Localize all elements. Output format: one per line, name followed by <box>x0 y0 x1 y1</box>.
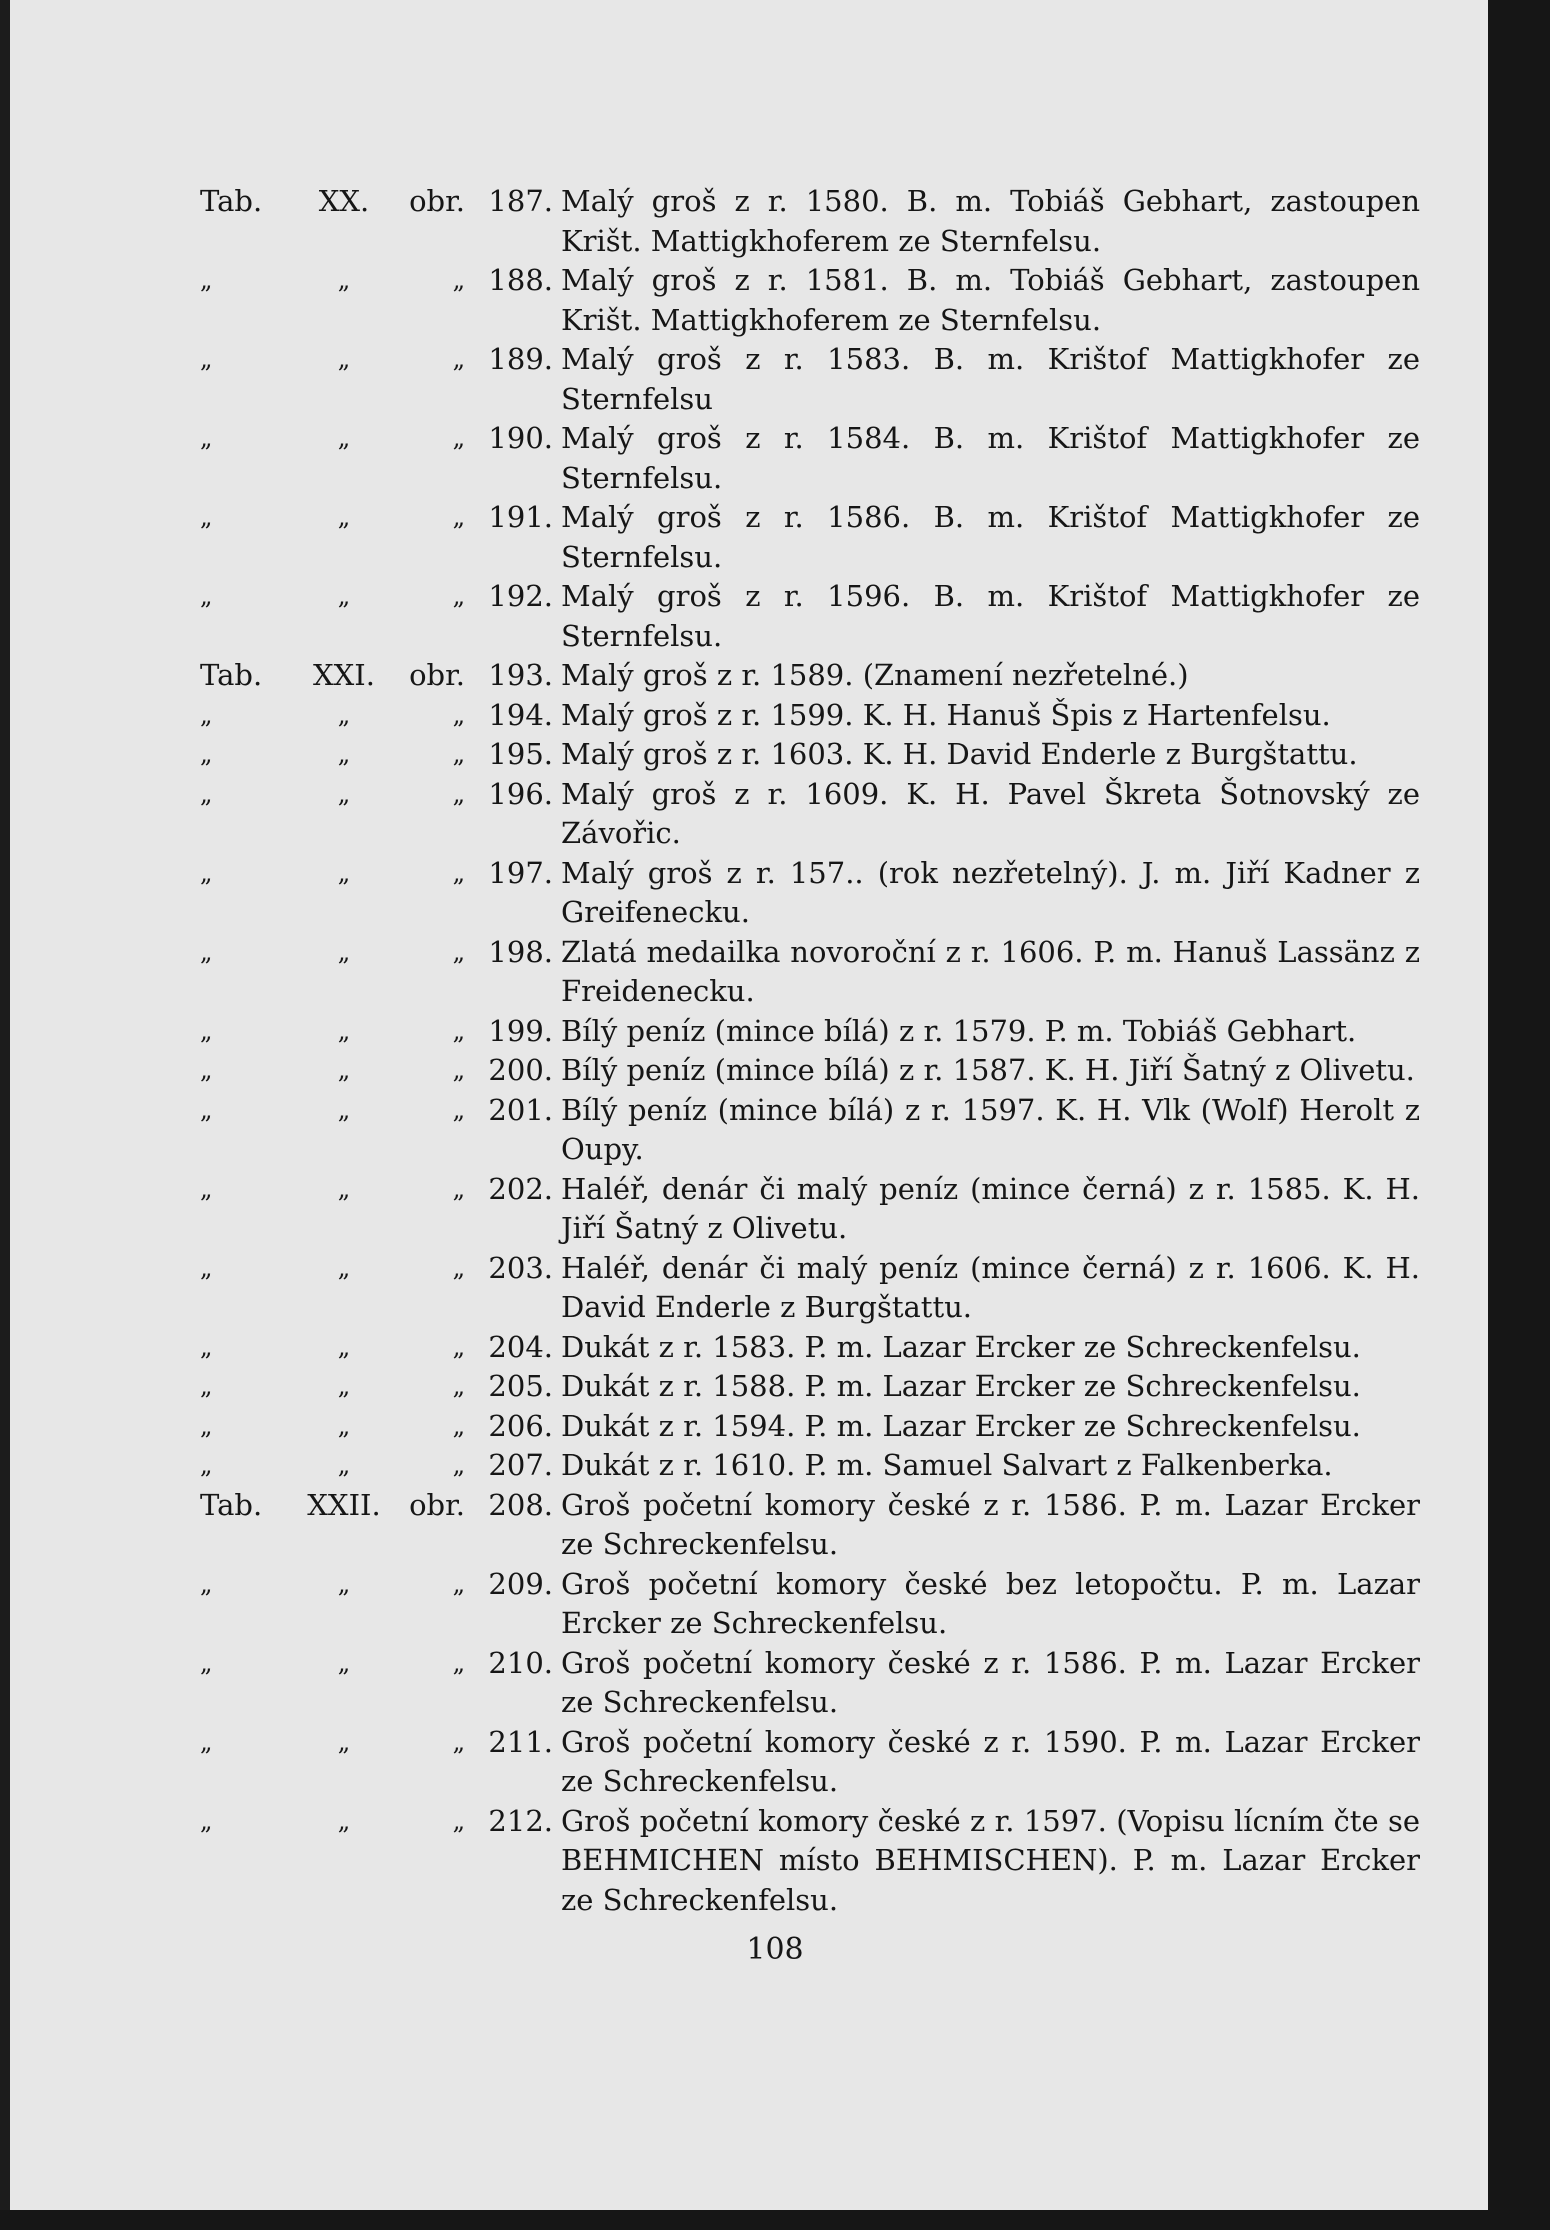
catalog-entry <box>200 656 1420 696</box>
plate-number: „ <box>337 1056 351 1084</box>
figure-number: 212. <box>488 1803 553 1838</box>
catalog-entry <box>200 1367 1420 1407</box>
plate-number: „ <box>337 1569 351 1598</box>
catalog-entry <box>200 1091 1420 1170</box>
figure-number: 190. <box>488 421 553 455</box>
figure-number: 202. <box>488 1171 553 1206</box>
figure-number: 187. <box>488 184 553 218</box>
coin-catalog-list <box>200 182 1420 1920</box>
catalog-entry <box>200 1328 1420 1368</box>
figure-number: 209. <box>488 1566 553 1601</box>
catalog-entry <box>200 419 1420 498</box>
plate-tab-label: „ <box>200 1332 213 1361</box>
figure-number: 189. <box>488 342 553 376</box>
coin-description: Dukát z r. 1610. P. m. Samuel Salvart z Falkenberka. <box>561 1448 1333 1482</box>
plate-number: „ <box>337 740 351 768</box>
catalog-entry <box>200 1170 1420 1249</box>
figure-number: 195. <box>488 737 553 771</box>
figure-label: „ <box>452 937 465 966</box>
coin-description: Bílý peníz (mince bílá) z r. 1587. K. H. Jiří Šatný z Olivetu. <box>561 1053 1415 1087</box>
catalog-entry <box>200 1644 1420 1723</box>
figure-label: „ <box>452 345 465 373</box>
figure-label: „ <box>452 1451 465 1479</box>
plate-number: „ <box>337 582 351 610</box>
plate-number: „ <box>337 937 351 966</box>
plate-tab-label: „ <box>200 1372 213 1400</box>
figure-number: 197. <box>488 855 553 890</box>
plate-tab-label: „ <box>200 700 213 729</box>
coin-description: Malý groš z r. 1583. B. m. Krištof Mattigkhofer ze Sternfelsu <box>561 342 1420 416</box>
plate-number: „ <box>337 858 351 887</box>
catalog-entry <box>200 1249 1420 1328</box>
plate-number: XXII. <box>307 1487 381 1522</box>
page-number: 108 <box>746 1932 804 1967</box>
plate-tab-label: „ <box>200 937 213 966</box>
plate-number: „ <box>337 1332 351 1361</box>
plate-number: „ <box>337 1372 351 1400</box>
plate-tab-label: „ <box>200 266 213 294</box>
plate-tab-label: „ <box>200 1569 213 1598</box>
plate-number: „ <box>337 1095 351 1124</box>
figure-number: 191. <box>488 500 553 534</box>
plate-tab-label: „ <box>200 503 213 531</box>
catalog-entry <box>200 261 1420 340</box>
coin-description: Bílý peníz (mince bílá) z r. 1597. K. H. Vlk (Wolf) Herolt z Oupy. <box>561 1092 1420 1166</box>
catalog-entry <box>200 577 1420 656</box>
coin-description: Malý groš z r. 157.. (rok nezřetelný). J. m. Jiří Kadner z Greifenecku. <box>561 855 1420 929</box>
catalog-entry <box>200 854 1420 933</box>
coin-description: Malý groš z r. 1603. K. H. David Enderle z Burgštattu. <box>561 737 1358 771</box>
plate-tab-label: „ <box>200 345 213 373</box>
catalog-entry <box>200 1012 1420 1052</box>
figure-number: 210. <box>488 1645 553 1680</box>
figure-label: „ <box>452 582 465 610</box>
plate-number: XXI. <box>313 658 375 692</box>
plate-number: „ <box>337 1174 351 1203</box>
figure-number: 188. <box>488 263 553 297</box>
figure-label: „ <box>452 779 465 808</box>
figure-label: „ <box>452 503 465 531</box>
plate-tab-label: „ <box>200 858 213 887</box>
figure-number: 200. <box>488 1053 553 1087</box>
plate-number: „ <box>337 345 351 373</box>
catalog-entry <box>200 735 1420 775</box>
coin-description: Malý groš z r. 1581. B. m. Tobiáš Gebhart, zastoupen Krišt. Mattigkhoferem ze Sternfelsu. <box>561 263 1420 337</box>
coin-description: Haléř, denár či malý peníz (mince černá) z r. 1585. K. H. Jiří Šatný z Olivetu. <box>561 1171 1420 1245</box>
coin-description: Zlatá medailka novoroční z r. 1606. P. m. Hanuš Lassänz z Freidenecku. <box>561 934 1420 1008</box>
coin-description: Malý groš z r. 1589. (Znamení nezřetelné.) <box>561 658 1189 692</box>
figure-label: „ <box>452 1056 465 1084</box>
coin-description: Haléř, denár či malý peníz (mince černá) z r. 1606. K. H. David Enderle z Burgštattu. <box>561 1250 1420 1324</box>
plate-number: „ <box>337 503 351 531</box>
figure-label: „ <box>452 1569 465 1598</box>
figure-label: „ <box>452 1174 465 1203</box>
plate-number: „ <box>337 1253 351 1282</box>
plate-number: „ <box>337 700 351 729</box>
plate-number: „ <box>337 1648 351 1677</box>
coin-description: Malý groš z r. 1586. B. m. Krištof Mattigkhofer ze Sternfelsu. <box>561 500 1420 574</box>
plate-tab-label: „ <box>200 1411 213 1440</box>
figure-number: 205. <box>488 1369 553 1403</box>
coin-description: Malý groš z r. 1584. B. m. Krištof Mattigkhofer ze Sternfelsu. <box>561 421 1420 495</box>
figure-label: „ <box>452 1648 465 1677</box>
coin-description: Groš početní komory české bez letopočtu. P. m. Lazar Ercker ze Schreckenfelsu. <box>561 1566 1420 1640</box>
figure-label: „ <box>452 1372 465 1400</box>
plate-number: „ <box>337 1016 351 1045</box>
figure-label: obr. <box>409 1487 465 1522</box>
figure-number: 199. <box>488 1013 553 1048</box>
figure-number: 206. <box>488 1408 553 1443</box>
catalog-entry <box>200 1486 1420 1565</box>
plate-tab-label: „ <box>200 740 213 768</box>
figure-label: obr. <box>409 184 465 218</box>
figure-label: „ <box>452 1806 465 1835</box>
figure-label: „ <box>452 1016 465 1045</box>
plate-tab-label: „ <box>200 424 213 452</box>
catalog-entry <box>200 1446 1420 1486</box>
plate-number: „ <box>337 779 351 808</box>
plate-tab-label: „ <box>200 779 213 808</box>
coin-description: Malý groš z r. 1580. B. m. Tobiáš Gebhart, zastoupen Krišt. Mattigkhoferem ze Sternfelsu. <box>561 184 1420 258</box>
figure-label: „ <box>452 740 465 768</box>
figure-label: „ <box>452 1095 465 1124</box>
plate-number: „ <box>337 424 351 452</box>
figure-label: „ <box>452 1332 465 1361</box>
catalog-entry <box>200 1802 1420 1921</box>
catalog-entry <box>200 1723 1420 1802</box>
figure-label: „ <box>452 424 465 452</box>
catalog-entry <box>200 775 1420 854</box>
figure-number: 193. <box>488 658 553 692</box>
plate-tab-label: „ <box>200 582 213 610</box>
plate-tab-label: „ <box>200 1174 213 1203</box>
catalog-entry <box>200 1407 1420 1447</box>
plate-number: „ <box>337 1411 351 1440</box>
coin-description: Malý groš z r. 1596. B. m. Krištof Mattigkhofer ze Sternfelsu. <box>561 579 1420 653</box>
catalog-entry <box>200 498 1420 577</box>
plate-tab-label: „ <box>200 1727 213 1756</box>
plate-tab-label: „ <box>200 1016 213 1045</box>
catalog-entry <box>200 1051 1420 1091</box>
figure-label: „ <box>452 700 465 729</box>
figure-label: „ <box>452 858 465 887</box>
figure-number: 204. <box>488 1329 553 1364</box>
figure-label: „ <box>452 1727 465 1756</box>
plate-tab-label: „ <box>200 1056 213 1084</box>
coin-description: Groš početní komory české z r. 1597. (Vopisu lícním čte se BEHMICHEN místo BEHMISCHEN). P. m. Lazar Ercker ze Schreckenfelsu. <box>561 1803 1420 1917</box>
figure-number: 198. <box>488 934 553 969</box>
figure-number: 196. <box>488 776 553 811</box>
coin-description: Groš početní komory české z r. 1586. P. m. Lazar Ercker ze Schreckenfelsu. <box>561 1487 1420 1561</box>
figure-number: 207. <box>488 1448 553 1482</box>
plate-tab-label: „ <box>200 1451 213 1479</box>
plate-tab-label: Tab. <box>200 1487 263 1522</box>
plate-number: „ <box>337 266 351 294</box>
figure-number: 203. <box>488 1250 553 1285</box>
plate-number: „ <box>337 1806 351 1835</box>
coin-description: Malý groš z r. 1599. K. H. Hanuš Špis z Hartenfelsu. <box>561 697 1331 732</box>
coin-description: Dukát z r. 1583. P. m. Lazar Ercker ze Schreckenfelsu. <box>561 1329 1361 1364</box>
figure-label: „ <box>452 1411 465 1440</box>
plate-tab-label: Tab. <box>200 658 263 692</box>
figure-number: 208. <box>488 1487 553 1522</box>
scan-border-right <box>1488 0 1550 2230</box>
coin-description: Groš početní komory české z r. 1590. P. m. Lazar Ercker ze Schreckenfelsu. <box>561 1724 1420 1798</box>
plate-number: „ <box>337 1451 351 1479</box>
figure-label: „ <box>452 266 465 294</box>
plate-tab-label: „ <box>200 1253 213 1282</box>
plate-tab-label: „ <box>200 1648 213 1677</box>
figure-label: „ <box>452 1253 465 1282</box>
coin-description: Dukát z r. 1594. P. m. Lazar Ercker ze Schreckenfelsu. <box>561 1408 1361 1443</box>
coin-description: Bílý peníz (mince bílá) z r. 1579. P. m. Tobiáš Gebhart. <box>561 1013 1357 1048</box>
figure-number: 211. <box>488 1724 553 1759</box>
catalog-entry <box>200 933 1420 1012</box>
plate-number: „ <box>337 1727 351 1756</box>
catalog-entry <box>200 182 1420 261</box>
figure-number: 194. <box>488 697 553 732</box>
plate-tab-label: „ <box>200 1095 213 1124</box>
coin-description: Malý groš z r. 1609. K. H. Pavel Škreta Šotnovský ze Závořic. <box>561 776 1420 850</box>
plate-tab-label: Tab. <box>200 184 263 218</box>
coin-description: Dukát z r. 1588. P. m. Lazar Ercker ze Schreckenfelsu. <box>561 1369 1361 1403</box>
figure-number: 201. <box>488 1092 553 1127</box>
plate-tab-label: „ <box>200 1806 213 1835</box>
scan-border-bottom <box>0 2210 1550 2230</box>
figure-label: obr. <box>409 658 465 692</box>
catalog-entry <box>200 1565 1420 1644</box>
catalog-entry <box>200 340 1420 419</box>
plate-number: XX. <box>318 184 370 218</box>
figure-number: 192. <box>488 579 553 613</box>
catalog-entry <box>200 696 1420 736</box>
coin-description: Groš početní komory české z r. 1586. P. m. Lazar Ercker ze Schreckenfelsu. <box>561 1645 1420 1719</box>
